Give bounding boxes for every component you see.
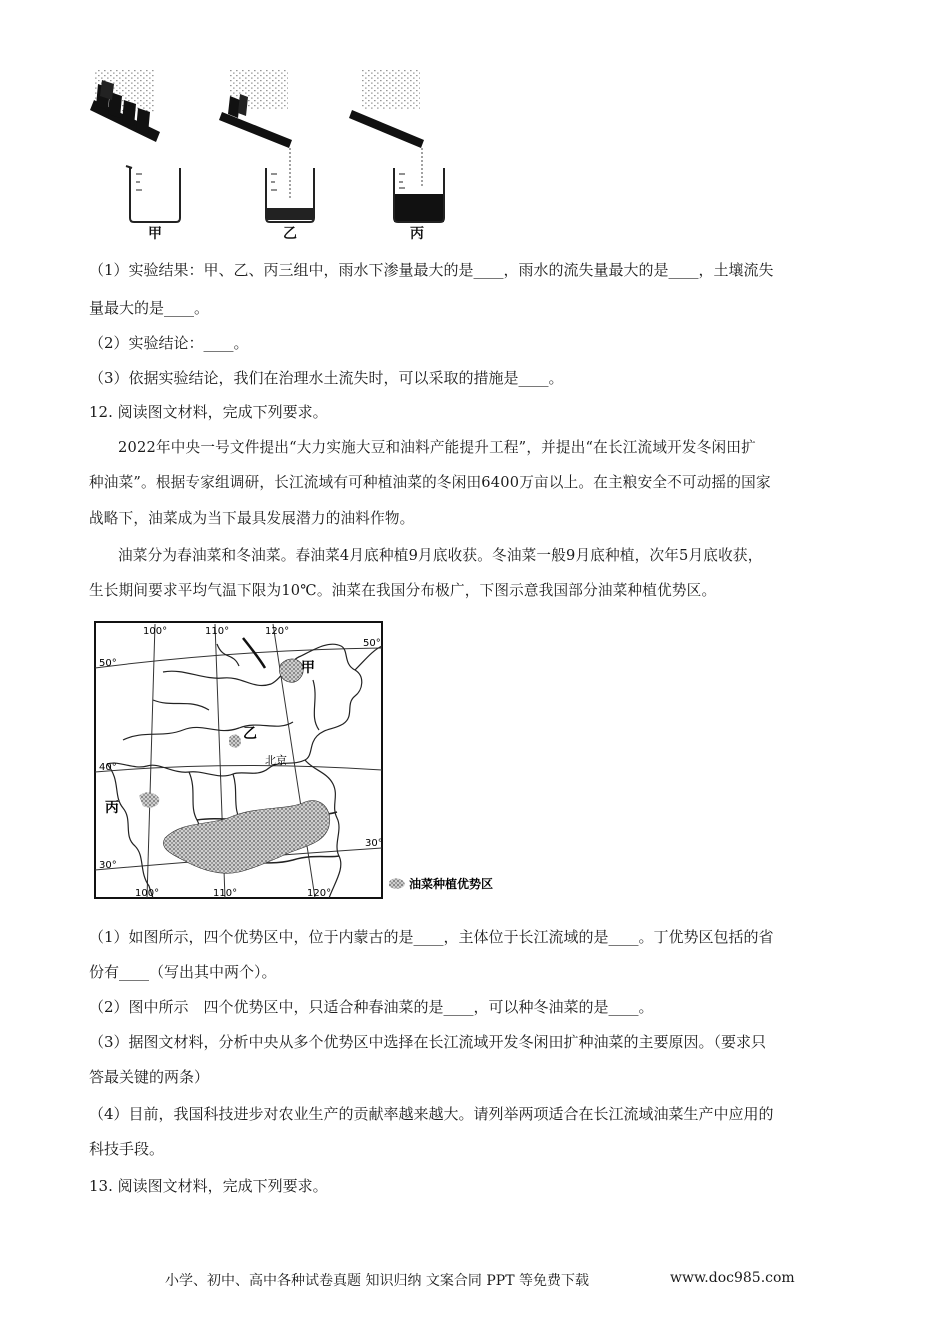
lon-label-100-top: 100° — [143, 626, 168, 637]
lat-label-30-right: 30° — [365, 838, 383, 849]
q12-material-para1-line3: 战略下，油菜成为当下最具发展潜力的油料作物。 — [89, 510, 415, 527]
q12-part3-line2: 答最关键的两条） — [89, 1068, 210, 1086]
q12-part2: （2）图中所示 四个优势区中，只适合种春油菜的是____，可以种冬油菜的是____。 — [89, 998, 654, 1016]
q12-material-para1-line2: 种油菜”。根据专家组调研，长江流域有可种植油菜的冬闲田6400万亩以上。在主粮安全不可动摇的国家 — [89, 474, 771, 491]
region-label-jia: 甲 — [301, 660, 315, 676]
lat-label-30-left: 30° — [99, 860, 117, 871]
region-jia-area — [279, 659, 303, 682]
label-jia: 甲 — [148, 226, 162, 242]
experiment-figure — [80, 70, 460, 242]
city-label-beijing: 北京 — [265, 754, 287, 767]
footer-website-link[interactable]: www.doc985.com — [670, 1270, 795, 1286]
rain-area — [362, 70, 420, 110]
region-label-yi: 乙 — [243, 726, 257, 742]
lat-label-50-right: 50° — [363, 638, 381, 649]
q11-part1-line1: （1）实验结果：甲、乙、丙三组中，雨水下渗量最大的是____，雨水的流失量最大的是____，土壤流失 — [89, 261, 774, 279]
legend-swatch — [389, 878, 405, 888]
group-bing-setup — [349, 70, 444, 242]
q12-part1-line1: （1）如图所示，四个优势区中，位于内蒙古的是____，主体位于长江流域的是____。丁优势区包括的省 — [89, 928, 774, 946]
q13-heading: 13. 阅读图文材料，完成下列要求。 — [89, 1177, 328, 1195]
label-bing: 丙 — [410, 226, 424, 242]
q12-part1-line2: 份有____（写出其中两个）。 — [89, 963, 277, 981]
q12-material-para1-line1: 2022年中央一号文件提出“大力实施大豆和油料产能提升工程”，并提出“在长江流域开发冬闲田扩 — [118, 439, 756, 456]
map-legend — [389, 876, 493, 891]
q11-part1-line2: 量最大的是____。 — [89, 299, 210, 317]
q12-part3-line1: （3）据图文材料，分析中央从多个优势区中选择在长江流域开发冬闲田扩种油菜的主要原因。（要求只 — [89, 1033, 767, 1051]
beaker-jia — [126, 166, 180, 222]
q11-part3: （3）依据实验结论，我们在治理水土流失时，可以采取的措施是____。 — [89, 369, 564, 387]
lon-label-120-top: 120° — [265, 626, 290, 637]
legend-label: 油菜种植优势区 — [409, 877, 494, 891]
lon-label-100-bottom: 100° — [135, 888, 160, 899]
lon-label-120-bottom: 120° — [307, 888, 332, 899]
q12-part4-line1: （4）目前，我国科技进步对农业生产的贡献率越来越大。请列举两项适合在长江流域油菜生产中应用的 — [89, 1105, 774, 1123]
label-yi: 乙 — [283, 226, 297, 242]
footer-promo-text: 小学、初中、高中各种试卷真题 知识归纳 文案合同 PPT 等免费下载 — [165, 1273, 589, 1289]
lat-label-50-left: 50° — [99, 658, 117, 669]
q11-part2: （2）实验结论：____。 — [89, 334, 249, 352]
lon-label-110-top: 110° — [205, 626, 230, 637]
lat-label-40-left: 40° — [99, 762, 117, 773]
q12-material-para2-line1: 油菜分为春油菜和冬油菜。春油菜4月底种植9月底收获。冬油菜一般9月底种植，次年5月底收获， — [118, 547, 763, 564]
q12-part4-line2: 科技手段。 — [89, 1140, 165, 1158]
region-label-bing: 丙 — [105, 800, 119, 816]
group-jia-setup — [90, 70, 180, 242]
bare-soil-board — [349, 110, 424, 148]
q12-material-para2-line2: 生长期间要求平均气温下限为10℃。油菜在我国分布极广，下图示意我国部分油菜种植优势区。 — [89, 582, 717, 599]
rapeseed-advantage-map — [93, 620, 523, 902]
lon-label-110-bottom: 110° — [213, 888, 238, 899]
group-yi-setup — [219, 70, 314, 242]
beaker-bing — [394, 168, 444, 222]
q12-heading: 12. 阅读图文材料，完成下列要求。 — [89, 403, 328, 421]
